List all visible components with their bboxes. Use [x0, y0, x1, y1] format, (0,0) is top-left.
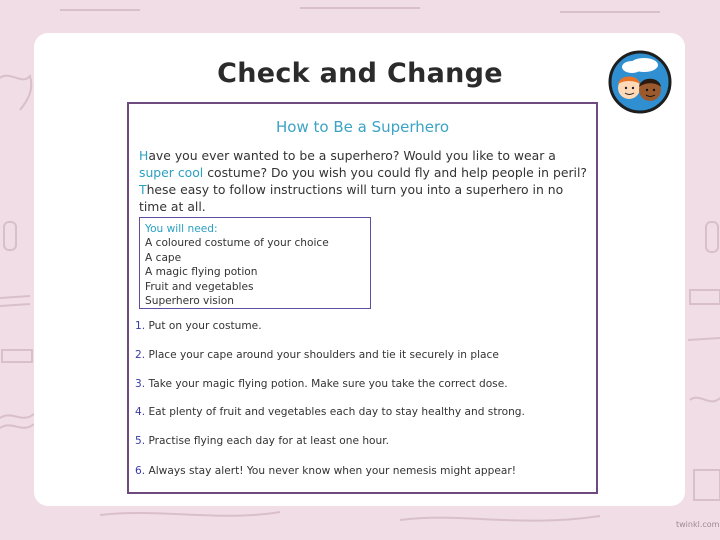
step-text: Practise flying each day for at least one hour. — [148, 435, 390, 447]
step-number: 4. — [135, 406, 146, 418]
step-number: 5. — [135, 435, 146, 447]
instruction-step — [135, 320, 262, 332]
instruction-step — [135, 465, 516, 477]
equipment-item: A coloured costume of your choice — [145, 237, 329, 250]
intro-line: super cool costume? Do you wish you could fly and help people in peril? — [139, 165, 588, 180]
document-frame — [127, 102, 598, 494]
step-text: Always stay alert! You never know when your nemesis might appear! — [148, 465, 516, 477]
step-text: Put on your costume. — [148, 320, 262, 332]
instruction-step — [135, 435, 389, 447]
equipment-item: Fruit and vegetables — [145, 280, 254, 293]
intro-line: These easy to follow instructions will turn you into a superhero in no — [139, 182, 564, 197]
slide-title: Check and Change — [217, 58, 503, 89]
step-number: 6. — [135, 465, 146, 477]
step-text: Take your magic flying potion. Make sure you take the correct dose. — [148, 378, 508, 390]
document-heading: How to Be a Superhero — [276, 118, 449, 136]
watermark: twinkl.com — [676, 520, 720, 529]
equipment-item: Superhero vision — [145, 295, 234, 308]
children-talking-icon — [608, 50, 672, 114]
step-number: 2. — [135, 349, 146, 361]
step-text: Eat plenty of fruit and vegetables each day to stay healthy and strong. — [148, 406, 525, 418]
step-text: Place your cape around your shoulders and tie it securely in place — [148, 349, 499, 361]
intro-paragraph — [139, 147, 591, 215]
equipment-item: A magic flying potion — [145, 266, 258, 279]
step-number: 1. — [135, 320, 146, 332]
instruction-step — [135, 349, 499, 361]
instruction-step — [135, 378, 508, 390]
equipment-heading: You will need: — [145, 223, 218, 235]
instruction-step — [135, 406, 525, 418]
equipment-item: A cape — [145, 251, 182, 264]
step-number: 3. — [135, 378, 146, 390]
intro-line: Have you ever wanted to be a superhero? Would you like to wear a — [139, 148, 556, 163]
intro-line: time at all. — [139, 199, 206, 214]
equipment-list-box — [139, 217, 371, 309]
